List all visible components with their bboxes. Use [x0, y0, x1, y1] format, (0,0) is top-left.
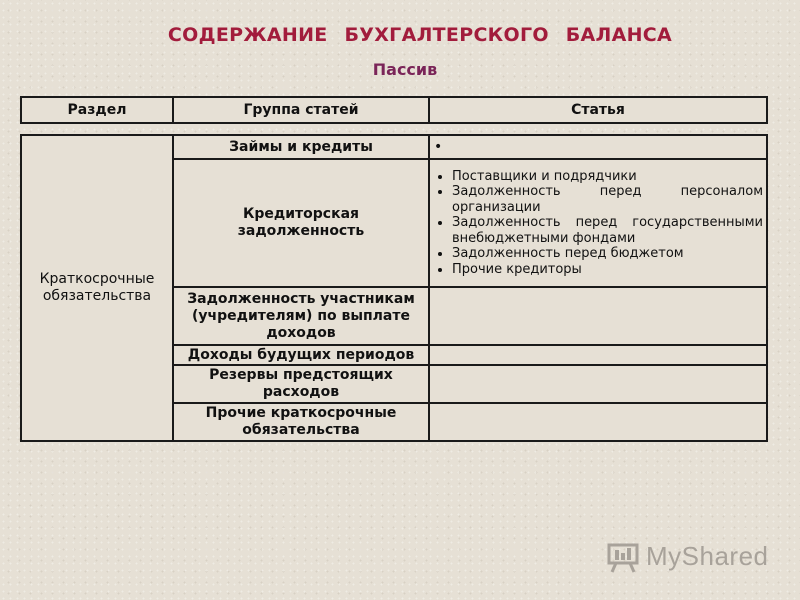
balance-table	[20, 134, 768, 442]
article-cell	[430, 404, 766, 440]
article-cell	[430, 136, 766, 158]
header-col-section: Раздел	[22, 98, 172, 122]
group-cell: Кредиторская задолженность	[174, 160, 428, 286]
page-title: СОДЕРЖАНИЕ БУХГАЛТЕРСКОГО БАЛАНСА	[167, 24, 673, 46]
group-cell: Задолженность участникам (учредителям) по выплате доходов	[174, 288, 428, 344]
header-col-group: Группа статей	[174, 98, 428, 122]
group-cell: Займы и кредиты	[174, 136, 428, 158]
article-cell	[430, 288, 766, 344]
header-table	[20, 96, 768, 124]
list-item: • Задолженность перед персоналом организации	[452, 184, 763, 215]
article-cell	[430, 346, 766, 364]
bullet-icon: •	[434, 139, 443, 155]
article-cell	[430, 160, 766, 286]
article-list	[434, 169, 763, 278]
group-cell: Доходы будущих периодов	[174, 346, 428, 364]
article-cell	[430, 366, 766, 402]
watermark-text: MyShared	[646, 540, 769, 571]
list-item: • Задолженность перед бюджетом	[452, 246, 763, 262]
page-subtitle: Пассив	[372, 60, 438, 79]
watermark-logo	[606, 536, 769, 576]
header-col-article: Статья	[430, 98, 766, 122]
list-item: • Поставщики и подрядчики	[452, 169, 763, 185]
section-cell: Краткосрочные обязательства	[22, 136, 172, 440]
list-item: • Прочие кредиторы	[452, 262, 763, 278]
group-cell: Прочие краткосрочные обязательства	[174, 404, 428, 440]
group-cell: Резервы предстоящих расходов	[174, 366, 428, 402]
list-item: • Задолженность перед государственными внебюджетными фондами	[452, 215, 763, 246]
table-row	[22, 136, 766, 158]
presentation-board-icon	[606, 539, 640, 573]
